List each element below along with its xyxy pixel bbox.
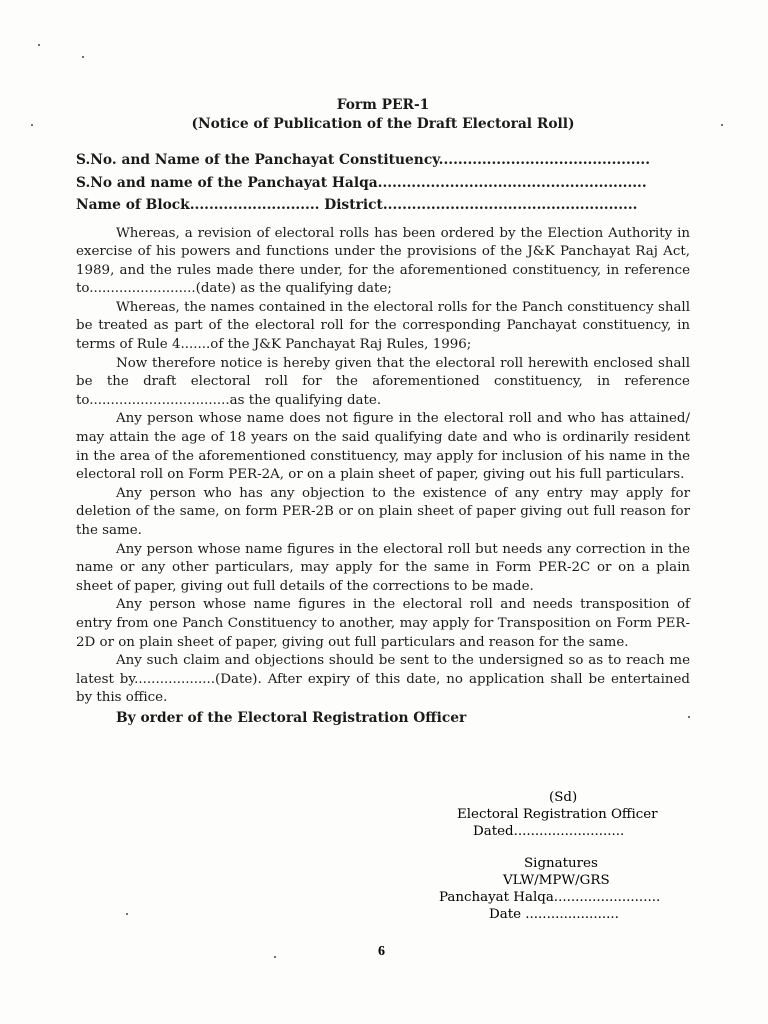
form-title: Form PER-1 <box>336 97 430 113</box>
scan-speck <box>82 56 84 58</box>
scan-speck <box>274 956 276 958</box>
halqa-signature-field: Panchayat Halqa......................... <box>439 890 661 905</box>
paragraph-deletion: Any person who has any objection to the existence of any entry may apply for deletion of the same, on form PER-2B or on plain sheet of paper giving out full reason for the same. <box>76 485 690 538</box>
paragraph-panch-constituency: Whereas, the names contained in the electoral rolls for the Panch constituency shall be treated as part of the electoral roll for the corresponding Panchayat constituency, in terms of Rule 4.......of the J&K Panchayat Raj Rules, 1996; <box>76 299 690 353</box>
signatures-label: Signatures <box>524 856 598 871</box>
date-signature-field: Date ...................... <box>489 907 619 922</box>
scan-speck <box>31 124 33 126</box>
roles-label: VLW/MPW/GRS <box>503 873 610 888</box>
form-subtitle: (Notice of Publication of the Draft Electoral Roll) <box>191 115 575 132</box>
paragraph-notice: Now therefore notice is hereby given that the electoral roll herewith enclosed shall be the draft electoral roll for the aforementioned constituency, in reference to.................................as the qualifying date. <box>76 355 690 408</box>
scan-speck <box>721 124 723 126</box>
paragraph-transposition: Any person whose name figures in the electoral roll and needs transposition of entry from one Panch Constituency to another, may apply for Transposition on Form PER-2D or on plain sheet of paper, giving out full particulars and reason for the same. <box>76 597 690 650</box>
paragraph-correction: Any person whose name figures in the electoral roll but needs any correction in the name or any other particulars, may apply for the same in Form PER-2C or on a plain sheet of paper, giving out full details of the corrections to be made. <box>76 541 690 594</box>
halqa-field: S.No and name of the Panchayat Halqa........................................................ <box>76 174 647 191</box>
scan-speck <box>126 913 128 915</box>
sd-label: (Sd) <box>549 790 578 805</box>
paragraph-revision: Whereas, a revision of electoral rolls has been ordered by the Election Authority in exercise of his powers and functions under the provisions of the J&K Panchayat Raj Act, 1989, and the rules made there under, for the aforementioned constituency, in reference to.........................(date) as the qualifying date; <box>76 225 690 297</box>
paragraph-inclusion: Any person whose name does not figure in the electoral roll and who has attained/ may attain the age of 18 years on the said qualifying date and who is ordinarily resident in the area of the aforementioned constituency, may apply for inclusion of his name in the electoral roll on Form PER-2A, or on a plain sheet of paper, giving out his full particulars. <box>76 411 690 483</box>
paragraph-claims-deadline: Any such claim and objections should be sent to the undersigned so as to reach me latest by...................(Date). After expiry of this date, no application shall be entertained by this office. <box>76 653 690 706</box>
scan-speck <box>38 44 40 46</box>
scan-speck <box>688 716 690 718</box>
title-block <box>76 96 690 133</box>
dated-field: Dated.......................... <box>473 824 625 839</box>
constituency-field: S.No. and Name of the Panchayat Constituency............................................ <box>76 152 650 168</box>
officer-title: Electoral Registration Officer <box>457 807 658 822</box>
page-number: 6 <box>378 944 385 959</box>
header-fields <box>76 149 690 217</box>
notice-body <box>76 225 690 728</box>
order-line: By order of the Electoral Registration Officer <box>116 709 467 726</box>
block-district-field: Name of Block........................... District..................................................... <box>76 197 638 213</box>
